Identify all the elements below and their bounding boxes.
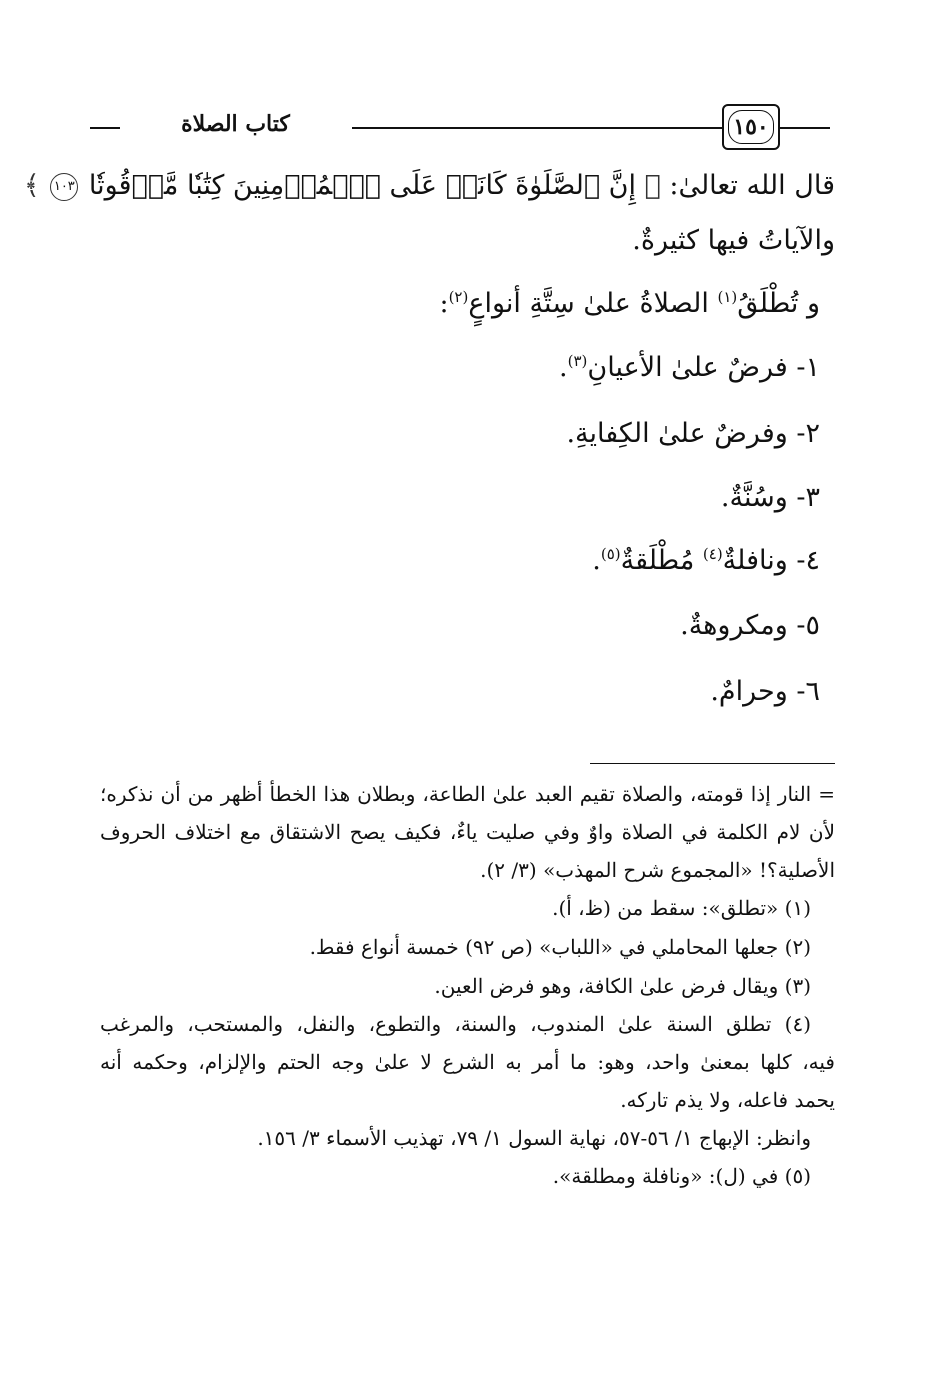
list-item-text: ٦- وحرامٌ. <box>710 676 820 707</box>
page-number: ١٥٠ <box>733 114 769 140</box>
after-quran-line: والآياتُ فيها كثيرةٌ. <box>632 225 835 256</box>
quran-verse: إِنَّ ٱلصَّلَوٰةَ كَانَتۡ عَلَى ٱلۡمُؤۡمِنِينَ كِتَٰبٗا مَّوۡقُوتٗا <box>88 170 636 201</box>
footnote-4-line: (٤) تطلق السنة علىٰ المندوب، والسنة، والتطوع، والنفل، والمستحب، والمرغب <box>100 1012 811 1036</box>
types-intro-end: : <box>439 288 449 319</box>
types-intro <box>439 288 820 319</box>
quran-intro: قال الله تعالىٰ: <box>669 170 835 201</box>
list-item-text: ٣- وسُنَّةٌ. <box>720 482 820 513</box>
footnote-continued-line: = النار إذا قومته، والصلاة تقيم العبد علىٰ الطاعة، وبطلان هذا الخطأ أظهر من أن نذكره؛ <box>100 782 835 806</box>
header-rule-middle <box>352 127 722 129</box>
footnote-1: (١) «تطلق»: سقط من (ظ، أ). <box>552 896 811 920</box>
list-item <box>721 482 820 513</box>
list-item-end: . <box>592 545 601 576</box>
list-item <box>680 610 820 641</box>
footnote-ref-4: (٤) <box>702 545 723 563</box>
footnote-4-line: وانظر: الإبهاج ١/ ٥٦-٥٧، نهاية السول ١/ ٧٩، تهذيب الأسماء ٣/ ١٥٦. <box>257 1126 811 1150</box>
quran-close-bracket: ﴾ <box>23 170 40 201</box>
header-rule-left <box>90 127 120 129</box>
types-intro-a: و تُطْلَقُ <box>737 288 820 319</box>
list-item-text-2: مُطْلَقةٌ <box>620 545 695 576</box>
quran-open-bracket: ﴿ <box>644 170 661 201</box>
running-title: كتاب الصلاة <box>181 111 290 137</box>
list-item-text: ٥- ومكروهةٌ. <box>680 610 820 641</box>
list-item <box>710 676 820 707</box>
footnote-continued-line: الأصلية؟! «المجموع شرح المهذب» (٣/ ٢). <box>480 858 835 882</box>
list-item-end: . <box>559 352 568 383</box>
footnote-ref-1: (١) <box>717 288 738 306</box>
footnote-ref-3: (٣) <box>567 352 588 370</box>
footnote-5: (٥) في (ل): «ونافلة ومطلقة». <box>552 1164 811 1188</box>
header-rule-right <box>780 127 830 129</box>
types-intro-b: الصلاةُ علىٰ سِتَّةِ أنواعٍ <box>468 288 709 319</box>
list-item <box>559 352 820 383</box>
list-item-text: ٢- وفرضٌ علىٰ الكِفايةِ. <box>566 418 820 449</box>
list-item-text: ١- فرضٌ علىٰ الأعيانِ <box>587 352 820 383</box>
running-header <box>90 100 830 156</box>
footnote-ref-5: (٥) <box>600 545 621 563</box>
footnote-3: (٣) ويقال فرض علىٰ الكافة، وهو فرض العين. <box>434 974 811 998</box>
footnote-4-line: يحمد فاعله، ولا يذم تاركه. <box>620 1088 835 1112</box>
list-item-text: ٤- ونافلةٌ <box>722 545 820 576</box>
ayah-number: ١٠٣ <box>50 173 78 201</box>
list-item <box>566 418 820 449</box>
footnote-ref-2: (٢) <box>448 288 469 306</box>
footnote-continued-line: لأن لام الكلمة في الصلاة واوٌ وفي صليت ياءٌ، فكيف يصح الاشتقاق مع اختلاف الحروف <box>100 820 835 844</box>
list-item <box>592 545 820 576</box>
page-number-frame <box>722 104 780 150</box>
footnote-2: (٢) جعلها المحاملي في «اللباب» (ص ٩٢) خمسة أنواع فقط. <box>309 935 811 959</box>
footnote-4-line: فيه، كلها بمعنىٰ واحد، وهو: ما أمر به الشرع لا علىٰ وجه الحتم والإلزام، وحكمه أنه <box>100 1050 835 1074</box>
footnote-separator <box>590 763 835 764</box>
quran-line <box>24 170 835 201</box>
